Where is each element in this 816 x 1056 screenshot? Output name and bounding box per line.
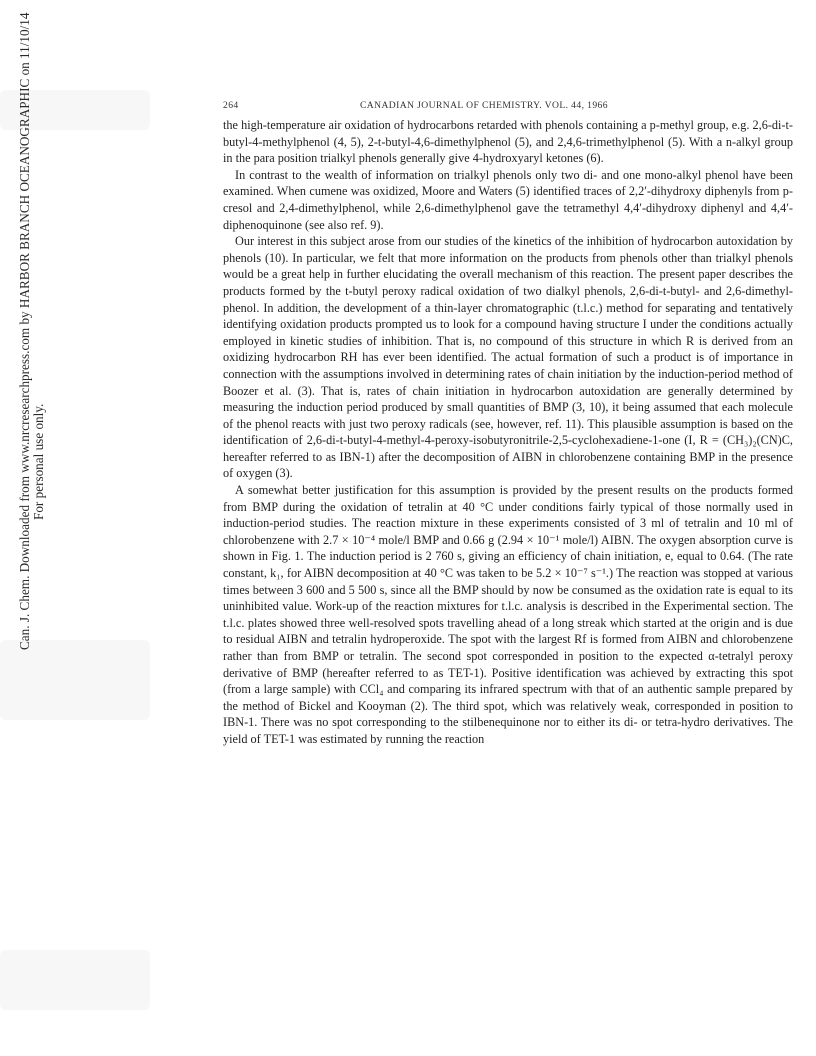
body-paragraph: In contrast to the wealth of information on trialkyl phenols only two di- and one mono-alkyl phenol have been examined. When cumene was oxidized, Moore and Waters (5) identified traces of 2,2′-dihydroxy diphenyls from p-cresol and 2,4-dimethylphenol, while 2,6-dimethylphenol gave the tetramethyl 4,4′-dihydroxy diphenyl and 4,4′-diphenoquinone (see also ref. 9). (223, 167, 793, 232)
scan-smudge (0, 640, 150, 720)
journal-title: CANADIAN JOURNAL OF CHEMISTRY. VOL. 44, 1966 (360, 100, 608, 111)
body-paragraph: Our interest in this subject arose from our studies of the kinetics of the inhibition of hydrocarbon autoxidation by phenols (10). In particular, we felt that more information on the products from phenols other than trialkyl phenols would be a great help in further elucidating the overall mechanism of this reaction. The present paper describes the products formed by the t-butyl peroxy radical oxidation of two dialkyl phenols, 2,6-di-t-butyl- and 2,6-dimethyl-phenol. In addition, the development of a thin-layer chromatographic (t.l.c.) method for separating and tentatively identifying oxidation products prompted us to look for a compound having structure I under the conditions actually employed in kinetic studies of inhibition. That is, no compound of this structure in which R is derived from an oxidizing hydrocarbon RH has ever been identified. The actual formation of such a product is of importance in connection with the assumptions involved in determining rates of chain initiation by the induction-period method of Boozer et al. (3). That is, rates of chain initiation in hydrocarbon autoxidation are generally determined by measuring the induction period produced by small quantities of BMP (3, 10), it being assumed that each molecule of the phenol reacts with just two peroxy radicals (see, however, ref. 11). This plausible assumption is based on the identification of 2,6-di-t-butyl-4-methyl-4-peroxy-isobutyronitrile-2,5-cyclohexadiene-1-one (I, R = (CH₃)₂(CN)C, hereafter referred to as IBN-1) after the decomposition of AIBN in chlorobenzene containing BMP in the presence of oxygen (3). (223, 234, 793, 481)
download-notice-line: Can. J. Chem. Downloaded from www.nrcresearchpress.com by HARBOR BRANCH OCEANOGRAPHIC on 11/10/14 (17, 12, 32, 650)
scan-smudge (0, 950, 150, 1010)
page-number: 264 (223, 100, 239, 111)
running-header (223, 100, 793, 114)
body-paragraph: the high-temperature air oxidation of hydrocarbons retarded with phenols containing a p-methyl group, e.g. 2,6-di-t-butyl-4-methylphenol (4, 5), 2-t-butyl-4,6-dimethylphenol (5), and 2,4,6-trimethylphenol (5). With a n-alkyl group in the para position trialkyl phenols generally give 4-hydroxyaryl ketones (6). (223, 118, 793, 166)
personal-use-line: For personal use only. (31, 403, 46, 520)
download-notice (18, 13, 46, 650)
article-body (223, 117, 793, 748)
body-paragraph: A somewhat better justification for this assumption is provided by the present results on the products formed from BMP during the oxidation of tetralin at 40 °C under conditions fairly typical of those normally used in induction-period studies. The reaction mixture in these experiments consisted of 3 ml of tetralin and 10 ml of chlorobenzene with 2.7 × 10⁻⁴ mole/l BMP and 0.66 g (2.94 × 10⁻¹ mole/l) AIBN. The oxygen absorption curve is shown in Fig. 1. The induction period is 2 760 s, giving an efficiency of chain initiation, e, equal to 0.64. (The rate constant, k₁, for AIBN decomposition at 40 °C was taken to be 5.2 × 10⁻⁷ s⁻¹.) The reaction was stopped at various times between 3 600 and 5 500 s, since all the BMP should by now be consumed as the oxidation rate is equal to its uninhibited value. Work-up of the reaction mixtures for t.l.c. analysis is described in the Experimental section. The t.l.c. plates showed three well-resolved spots travelling ahead of a long streak which started at the origin and is due to residual AIBN and tetralin hydroperoxide. The spot with the largest Rf is formed from AIBN and chlorobenzene rather than from BMP or tetralin. The second spot corresponded in position to the expected α-tetralyl peroxy derivative of BMP (hereafter referred to as TET-1). Positive identification was achieved by extracting this spot (from a large sample) with CCl₄ and comparing its infrared spectrum with that of an authentic sample prepared by the method of Bickel and Kooyman (2). The third spot, which was relatively weak, corresponded in position to IBN-1. There was no spot corresponding to the stilbenequinone nor to either its di- or tetra-hydro derivatives. The yield of TET-1 was estimated by running the reaction (223, 483, 793, 746)
